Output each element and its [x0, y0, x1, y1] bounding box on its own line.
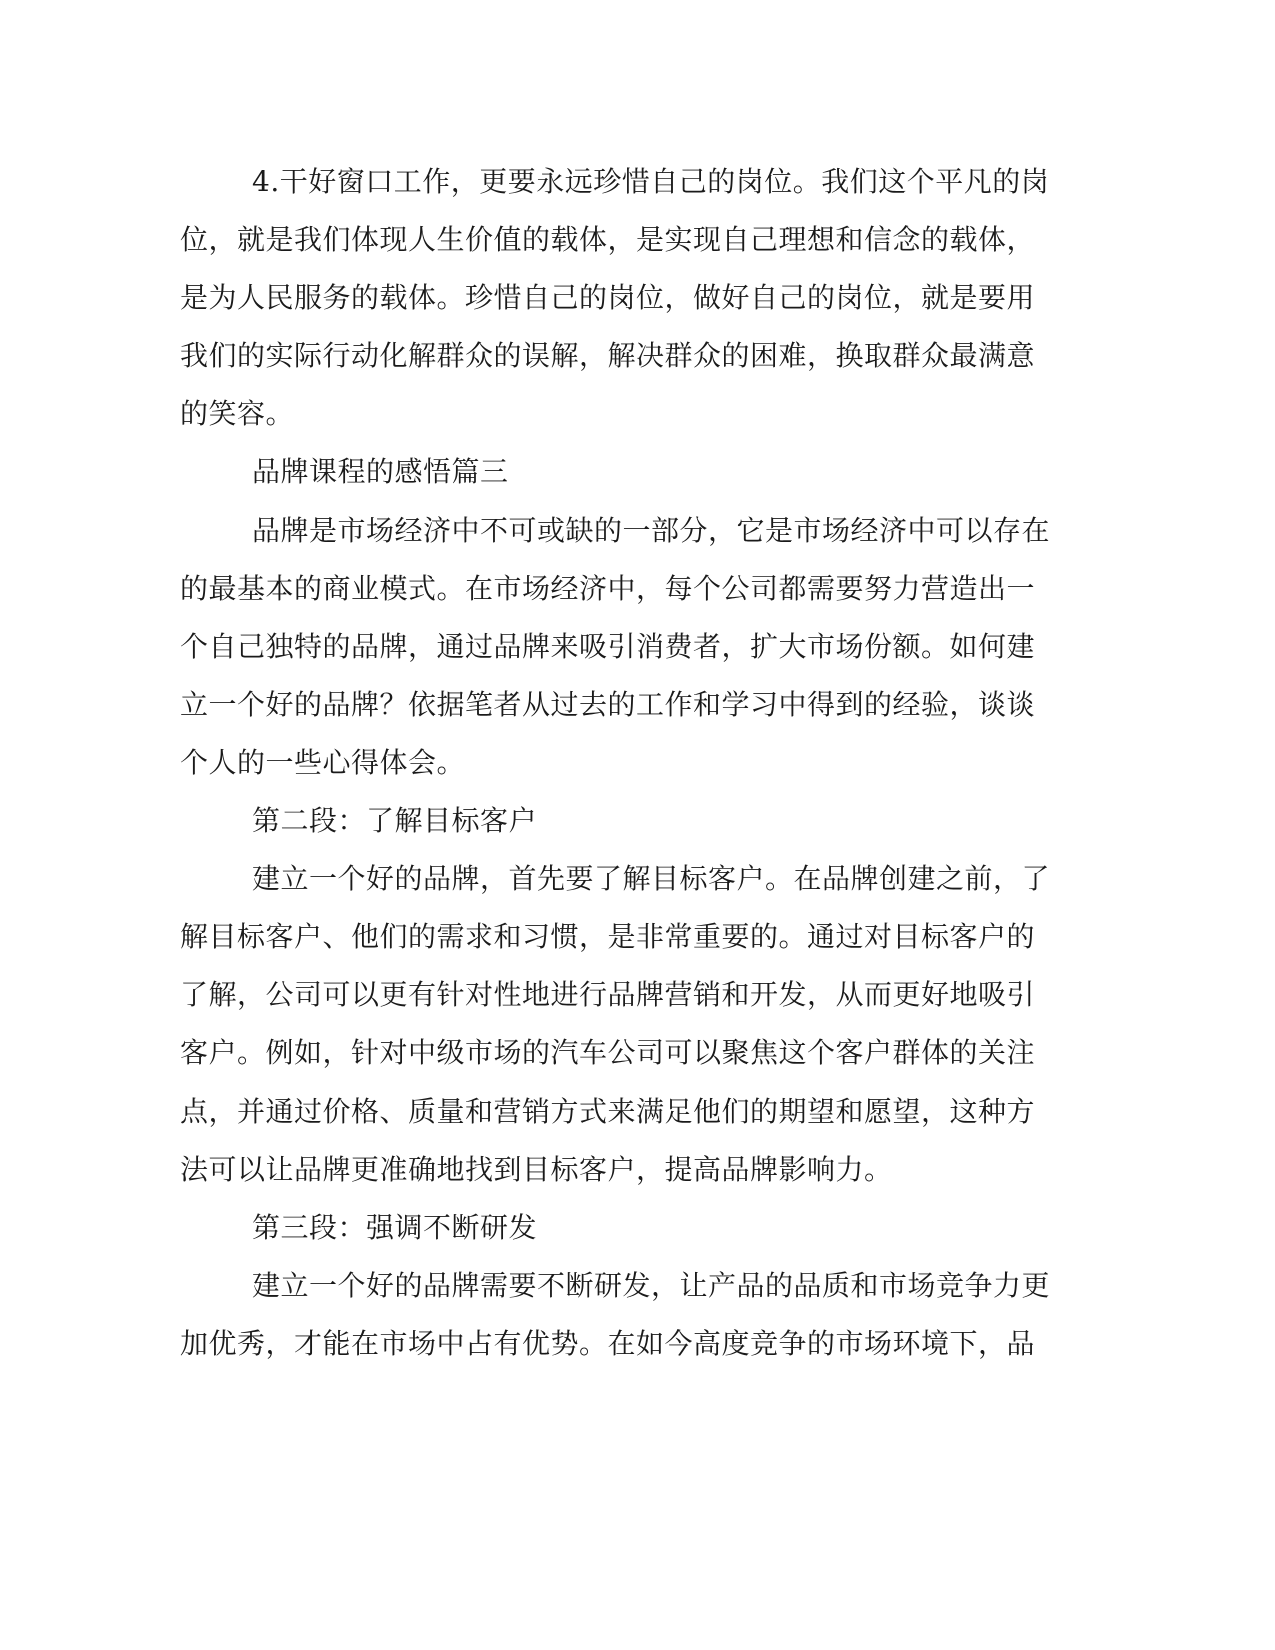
section-heading: 品牌课程的感悟篇三	[252, 455, 509, 489]
text-line: 是为人民服务的载体。珍惜自己的岗位，做好自己的岗位，就是要用	[180, 281, 1036, 315]
text-line: 客户。例如，针对中级市场的汽车公司可以聚焦这个客户群体的关注	[180, 1036, 1036, 1070]
section-heading: 第三段：强调不断研发	[252, 1210, 538, 1244]
text-line: 位，就是我们体现人生价值的载体，是实现自己理想和信念的载体，	[180, 223, 1036, 257]
section-heading: 第二段：了解目标客户	[252, 804, 538, 838]
text-line: 个自己独特的品牌，通过品牌来吸引消费者，扩大市场份额。如何建	[180, 629, 1036, 663]
text-line: 点，并通过价格、质量和营销方式来满足他们的期望和愿望，这种方	[180, 1094, 1036, 1128]
text-line: 品牌是市场经济中不可或缺的一部分，它是市场经济中可以存在	[252, 513, 1051, 547]
text-line: 了解，公司可以更有针对性地进行品牌营销和开发，从而更好地吸引	[180, 978, 1036, 1012]
text-line: 4.干好窗口工作，更要永远珍惜自己的岗位。我们这个平凡的岗	[252, 165, 1050, 198]
text-line: 建立一个好的品牌需要不断研发，让产品的品质和市场竞争力更	[252, 1268, 1051, 1302]
text-line: 加优秀，才能在市场中占有优势。在如今高度竞争的市场环境下，品	[180, 1326, 1036, 1360]
text-line: 法可以让品牌更准确地找到目标客户，提高品牌影响力。	[180, 1152, 893, 1186]
text-line: 个人的一些心得体会。	[180, 745, 466, 779]
text-line: 建立一个好的品牌，首先要了解目标客户。在品牌创建之前，了	[252, 862, 1051, 896]
text-line: 解目标客户、他们的需求和习惯，是非常重要的。通过对目标客户的	[180, 920, 1036, 954]
text-line: 的笑容。	[180, 397, 295, 431]
text-line: 的最基本的商业模式。在市场经济中，每个公司都需要努力营造出一	[180, 571, 1036, 605]
text-line: 立一个好的品牌？依据笔者从过去的工作和学习中得到的经验，谈谈	[180, 687, 1036, 721]
document-body	[180, 153, 1080, 1373]
text-line: 我们的实际行动化解群众的误解，解决群众的困难，换取群众最满意	[180, 339, 1036, 373]
